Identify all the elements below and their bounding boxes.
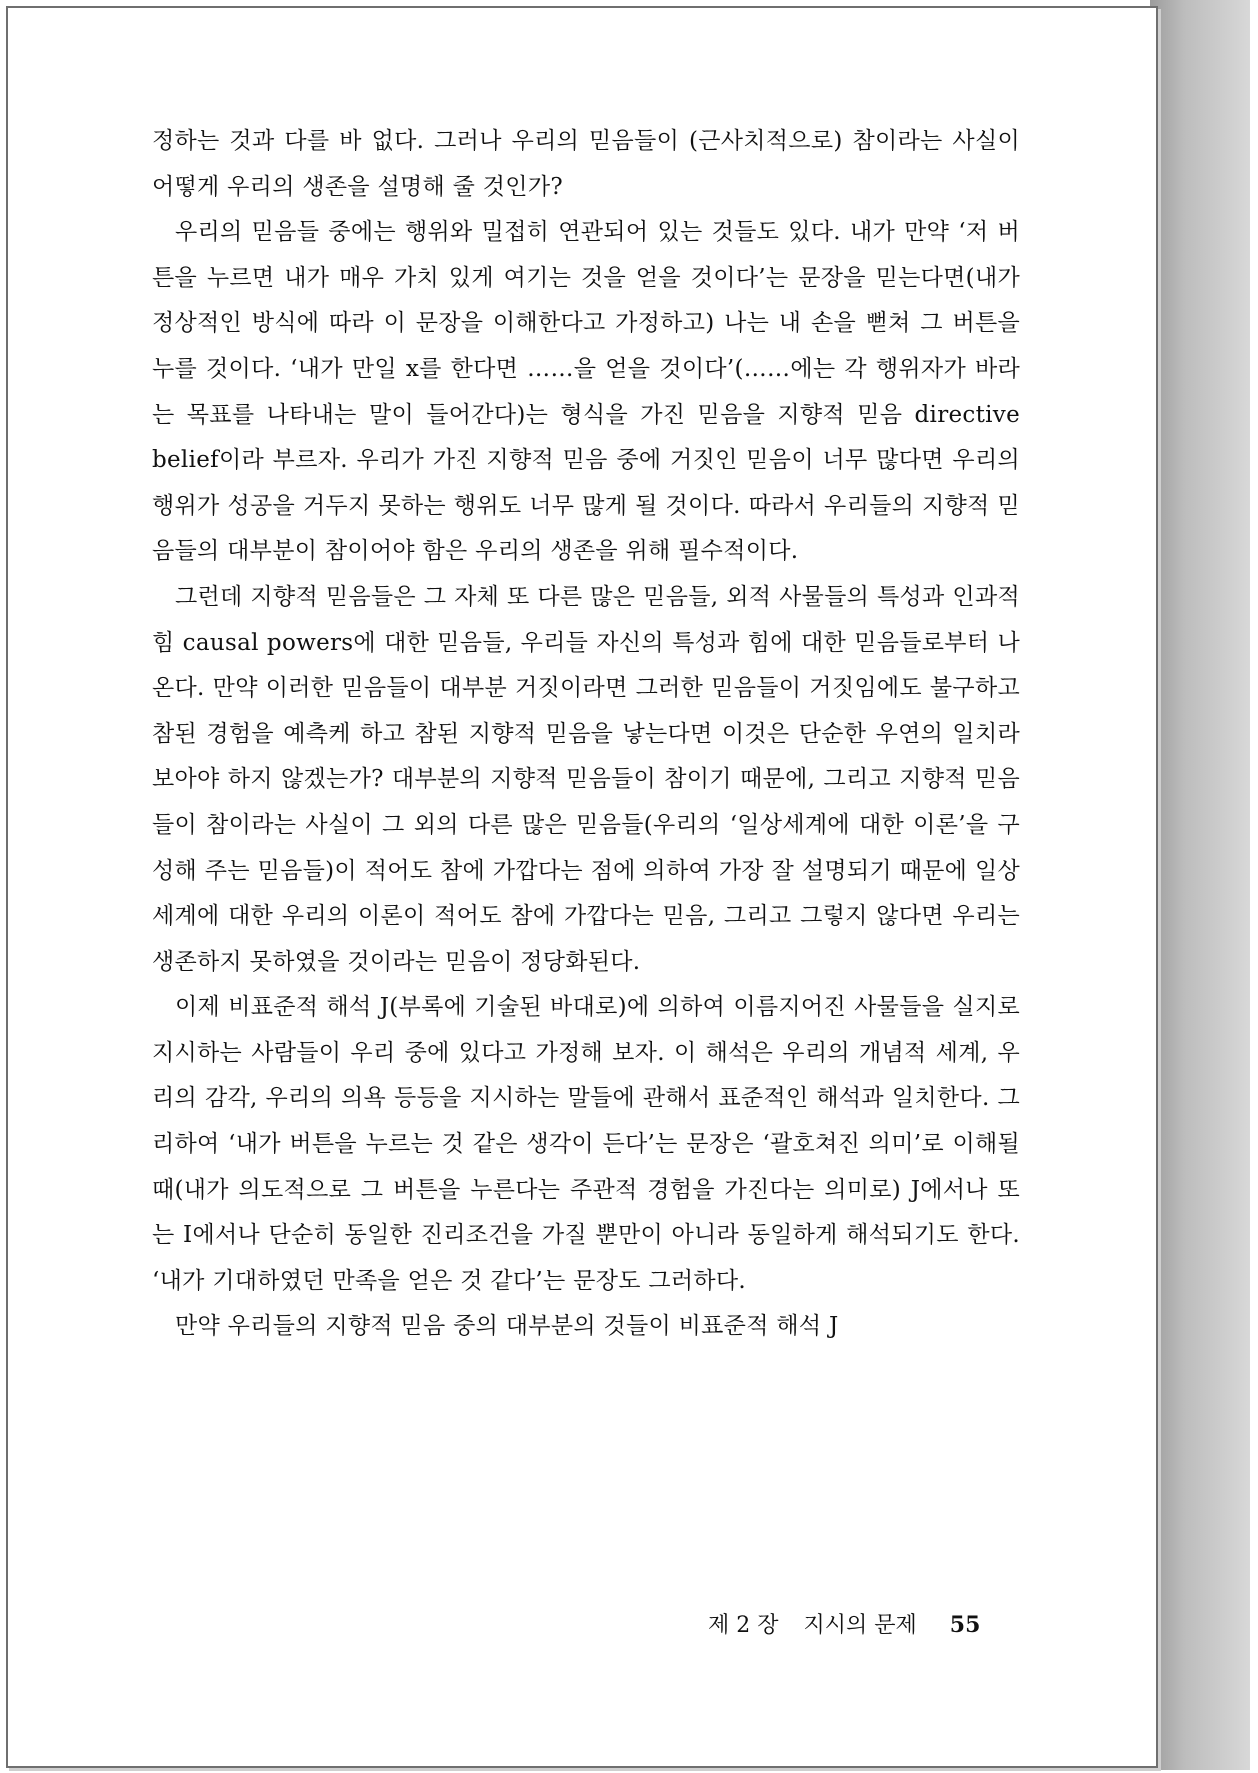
- chapter-label: 제 2 장: [708, 1613, 779, 1638]
- paragraph-1: 정하는 것과 다를 바 없다. 그러나 우리의 믿음들이 (근사치적으로) 참이라는 사실이 어떻게 우리의 생존을 설명해 줄 것인가?: [152, 128, 1020, 200]
- paragraph-4: 이제 비표준적 해석 J(부록에 기술된 바대로)에 의하여 이름지어진 사물들을 실지로 지시하는 사람들이 우리 중에 있다고 가정해 보자. 이 해석은 우리의 개념적 세계, 우리의 감각, 우리의 의욕 등등을 지시하는 말들에 관해서 표준적인 해석과 일치한다. 그리하여 ‘내가 버튼을 누르는 것 같은 생각이 든다’는 문장은 ‘괄호쳐진 의미’로 이해될 때(내가 의도적으로 그 버튼을 누른다는 주관적 경험을 가진다는 의미로) J에서나 또는 I에서나 단순히 동일한 진리조건을 가질 뿐만이 아니라 동일하게 해석되기도 한다. ‘내가 기대하였던 만족을 얻은 것 같다’는 문장도 그러하다.: [152, 994, 1020, 1294]
- body-text: [152, 119, 1020, 1350]
- paragraph-5: 만약 우리들의 지향적 믿음 중의 대부분의 것들이 비표준적 해석 J: [175, 1313, 839, 1340]
- chapter-title: 지시의 문제: [803, 1613, 917, 1638]
- page-footer: [708, 1608, 980, 1639]
- book-page-edge: [1150, 0, 1250, 1770]
- page-number: 55: [949, 1612, 981, 1638]
- paragraph-2: 우리의 믿음들 중에는 행위와 밀접히 연관되어 있는 것들도 있다. 내가 만약 ‘저 버튼을 누르면 내가 매우 가치 있게 여기는 것을 얻을 것이다’는 문장을 믿는다면(내가 정상적인 방식에 따라 이 문장을 이해한다고 가정하고) 나는 내 손을 뻗쳐 그 버튼을 누를 것이다. ‘내가 만일 x를 한다면 ……을 얻을 것이다’(……에는 각 행위자가 바라는 목표를 나타내는 말이 들어간다)는 형식을 가진 믿음을 지향적 믿음 directive belief이라 부르자. 우리가 가진 지향적 믿음 중에 거짓인 믿음이 너무 많다면 우리의 행위가 성공을 거두지 못하는 행위도 너무 많게 될 것이다. 따라서 우리들의 지향적 믿음들의 대부분이 참이어야 함은 우리의 생존을 위해 필수적이다.: [152, 219, 1020, 565]
- paragraph-3: 그런데 지향적 믿음들은 그 자체 또 다른 많은 믿음들, 외적 사물들의 특성과 인과적 힘 causal powers에 대한 믿음들, 우리들 자신의 특성과 힘에 대한 믿음들로부터 나온다. 만약 이러한 믿음들이 대부분 거짓이라면 그러한 믿음들이 거짓임에도 불구하고 참된 경험을 예측케 하고 참된 지향적 믿음을 낳는다면 이것은 단순한 우연의 일치라 보아야 하지 않겠는가? 대부분의 지향적 믿음들이 참이기 때문에, 그리고 지향적 믿음들이 참이라는 사실이 그 외의 다른 많은 믿음들(우리의 ‘일상세계에 대한 이론’을 구성해 주는 믿음들)이 적어도 참에 가깝다는 점에 의하여 가장 잘 설명되기 때문에 일상세계에 대한 우리의 이론이 적어도 참에 가깝다는 믿음, 그리고 그렇지 않다면 우리는 생존하지 못하였을 것이라는 믿음이 정당화된다.: [152, 583, 1020, 975]
